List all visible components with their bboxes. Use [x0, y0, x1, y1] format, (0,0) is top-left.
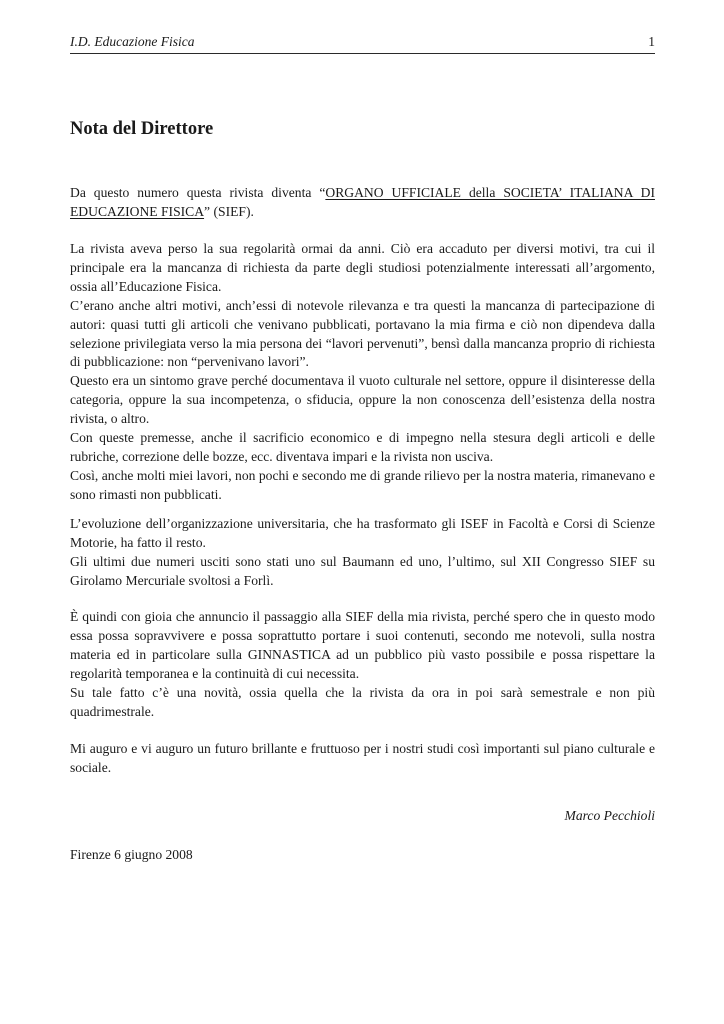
- paragraph: La rivista aveva perso la sua regolarità ormai da anni. Ciò era accaduto per diversi motivi, tra cui il principale era la mancanza di richiesta da parte degli studiosi potenzialmente interessati all’argomento, ossia all’Educazione Fisica.: [70, 241, 655, 294]
- paragraph: Gli ultimi due numeri usciti sono stati uno sul Baumann ed uno, l’ultimo, sul XII Congresso SIEF su Girolamo Mercuriale svoltosi a Forlì.: [70, 553, 655, 588]
- intro-paragraph: [70, 184, 655, 222]
- paragraph: Così, anche molti miei lavori, non pochi e secondo me di grande rilievo per la nostra materia, rimanevano e sono rimasti non pubblicati.: [70, 467, 655, 502]
- page-number: 1: [648, 34, 655, 49]
- paragraph-block-1: [70, 240, 655, 505]
- signature: Marco Pecchioli: [564, 808, 655, 823]
- paragraph: Su tale fatto c’è una novità, ossia quella che la rivista da ora in poi sarà semestrale e non più quadrimestrale.: [70, 684, 655, 719]
- intro-paragraph-block: [70, 184, 655, 222]
- document-page: [70, 0, 655, 1024]
- paragraph: Mi auguro e vi auguro un futuro brillante e fruttuoso per i nostri studi così importanti sul piano culturale e sociale.: [70, 741, 655, 775]
- running-header: [70, 31, 655, 54]
- journal-name: I.D. Educazione Fisica: [70, 34, 195, 49]
- official-organ-name: ORGANO UFFICIALE della SOCIETA’ ITALIANA DI EDUCAZIONE FISICA: [70, 185, 655, 219]
- paragraph: Con queste premesse, anche il sacrificio economico e di impegno nella stesura degli articoli e delle rubriche, correzione delle bozze, ecc. diventava impari e la rivista non usciva.: [70, 430, 655, 464]
- paragraph: C’erano anche altri motivi, anch’essi di notevole rilevanza e tra questi la mancanza di partecipazione di autori: quasi tutti gli articoli che venivano pubblicati, portavano la mia firma e ciò non dipendeva dalla selezione privilegiata verso la mia persona dei “lavori pervenuti”, bensì dalla mancanza proprio di richiesta di pubblicazione: non “pervenivano lavori”.: [70, 297, 655, 370]
- paragraph-block-2: [70, 515, 655, 591]
- paragraph-block-4: [70, 740, 655, 778]
- paragraph: È quindi con gioia che annuncio il passaggio alla SIEF della mia rivista, perché spero che in questo modo essa possa sopravvivere e possa soprattutto portare i suoi contenuti, secondo me notevoli, sulla nostra materia ed in particolare sulla GINNASTICA ad un pubblico più vasto possibile e possa rispettare la regolarità temporanea e la continuità di cui necessita.: [70, 609, 655, 681]
- paragraph-block-3: [70, 608, 655, 721]
- paragraph: Questo era un sintomo grave perché documentava il vuoto culturale nel settore, oppure il disinteresse della categoria, oppure la sua incompetenza, o sfiducia, oppure la non conoscenza dell’esistenza della nostra rivista, o altro.: [70, 373, 655, 427]
- place-date: Firenze 6 giugno 2008: [70, 847, 193, 862]
- intro-text-before: Da questo numero questa rivista diventa “: [70, 185, 326, 200]
- article-title: Nota del Direttore: [70, 119, 214, 139]
- paragraph: L’evoluzione dell’organizzazione universitaria, che ha trasformato gli ISEF in Facoltà e Corsi di Scienze Motorie, ha fatto il resto.: [70, 516, 655, 550]
- intro-text-after: ” (SIEF).: [204, 203, 254, 219]
